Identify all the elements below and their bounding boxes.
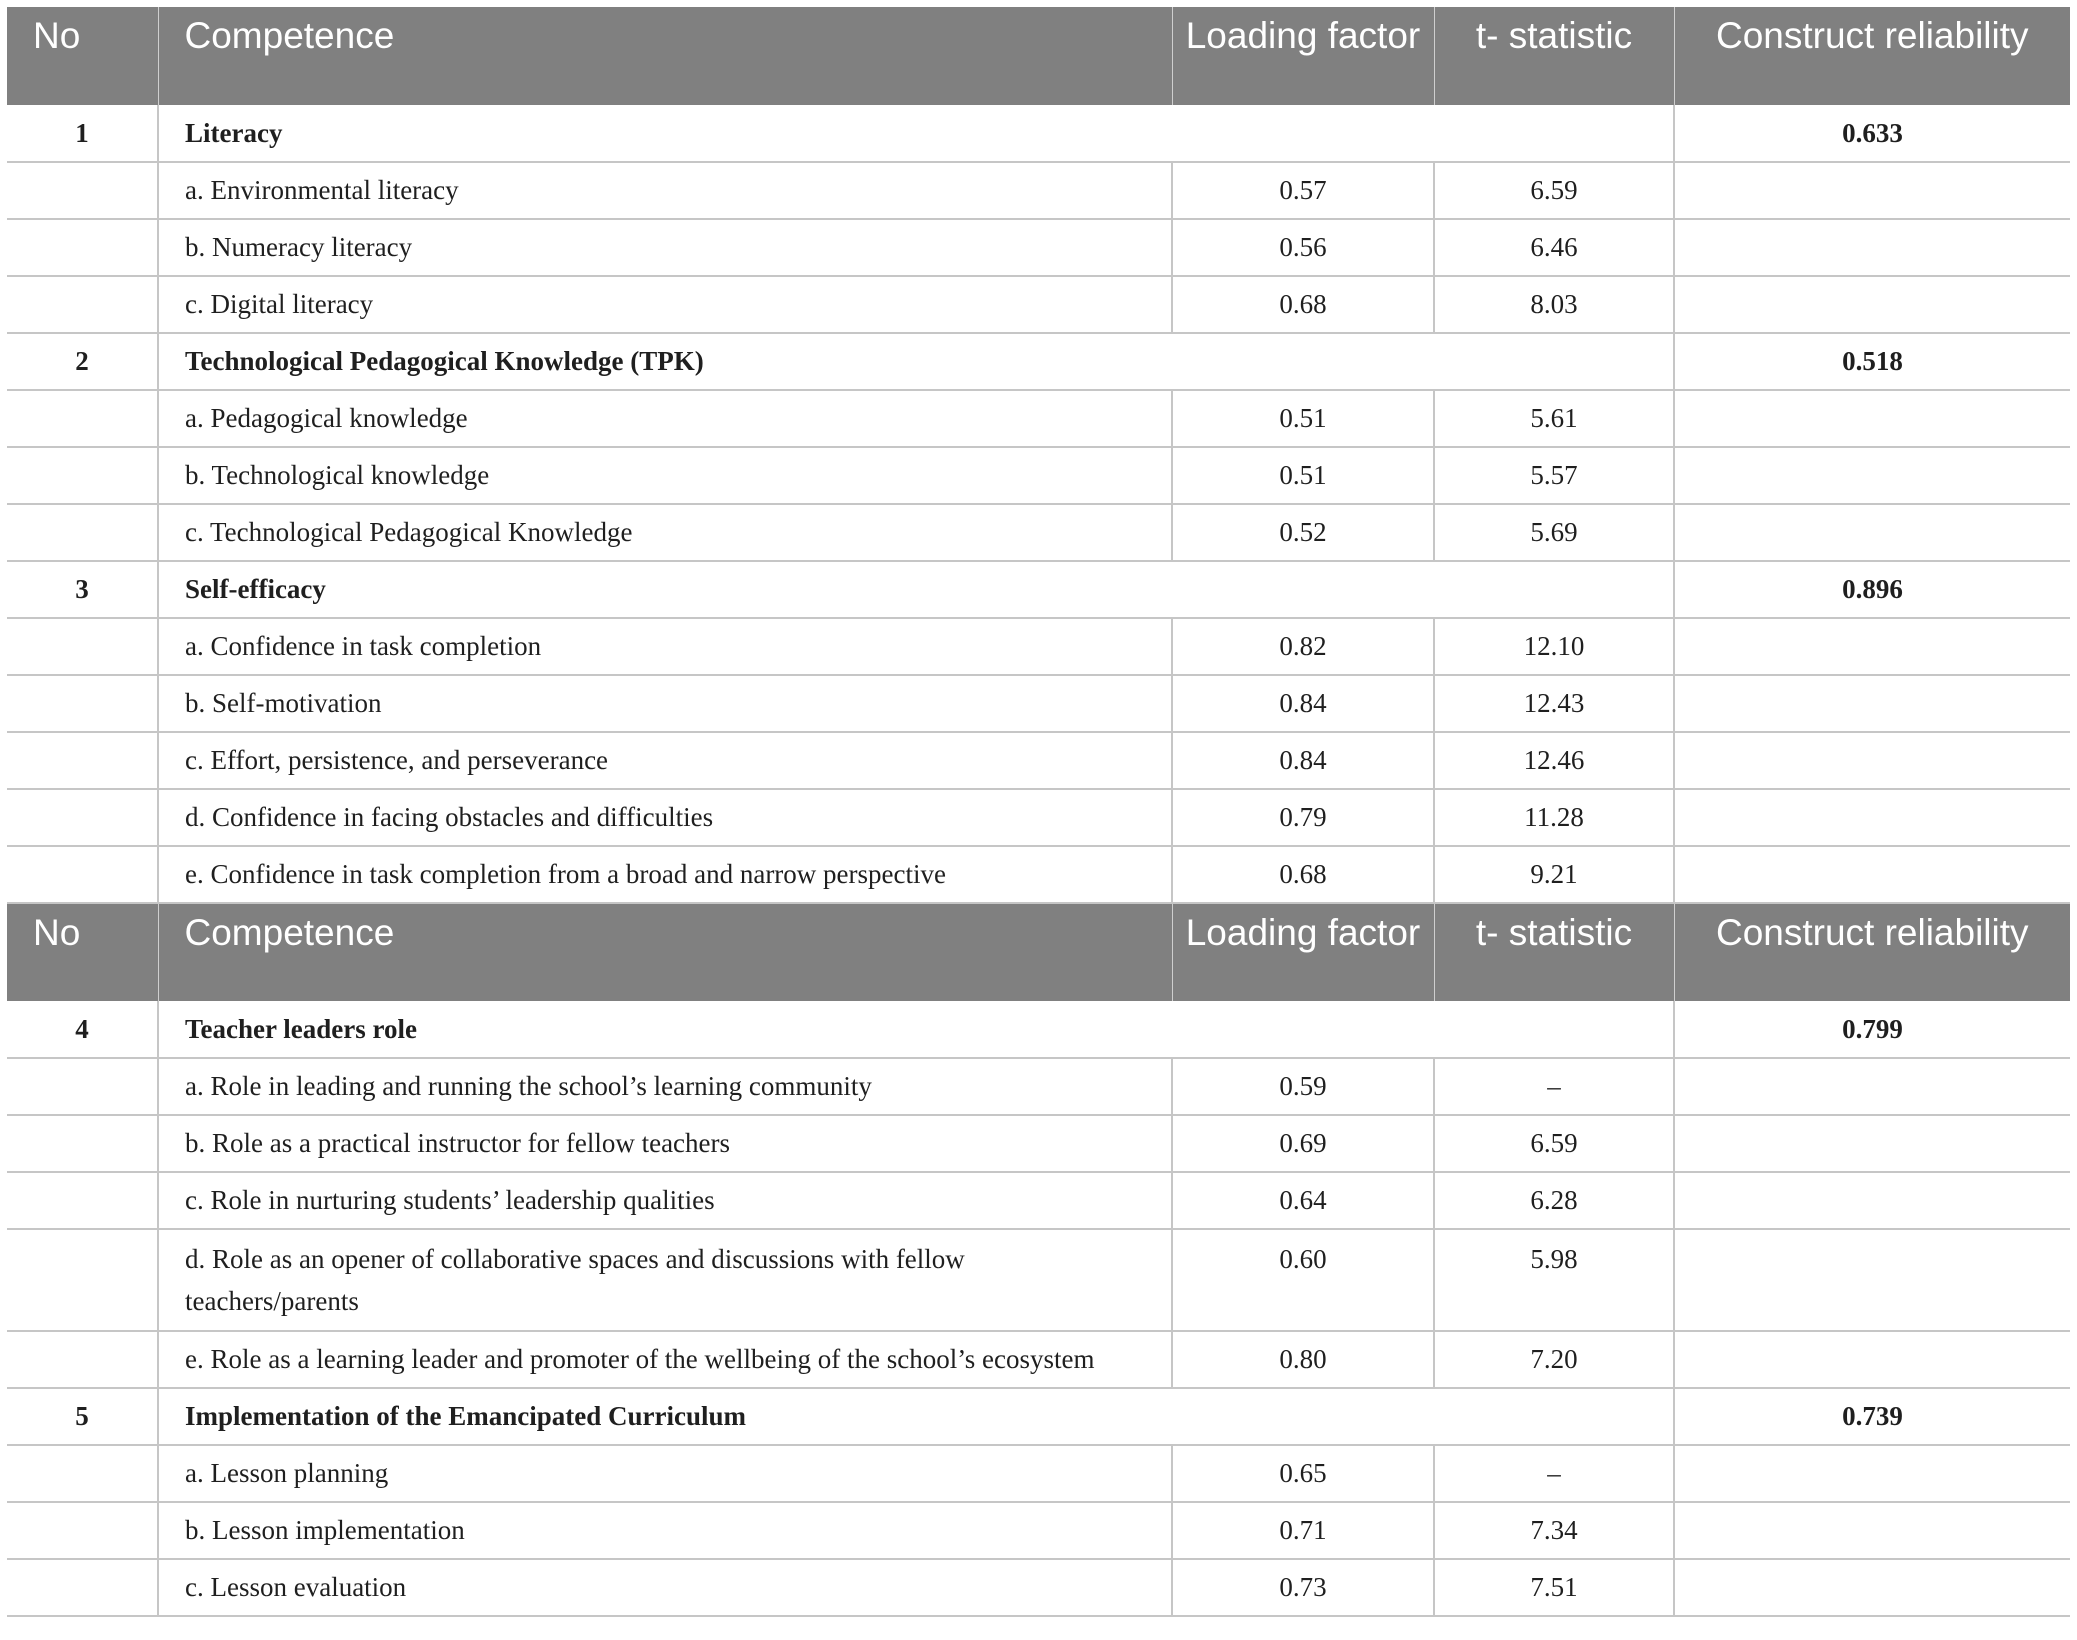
group-number: 5 [7,1388,158,1445]
item-label: a. Role in leading and running the school’s learning community [158,1058,1172,1115]
header-no: No [7,7,158,105]
group-row [7,561,2070,618]
item-t: 12.10 [1434,618,1674,675]
item-loading: 0.65 [1172,1445,1434,1502]
empty-cell [1674,1559,2070,1616]
item-loading: 0.71 [1172,1502,1434,1559]
empty-cell [7,447,158,504]
empty-cell [7,276,158,333]
table-row [7,504,2070,561]
empty-cell [7,846,158,903]
item-label: c. Digital literacy [158,276,1172,333]
table-row [7,1559,2070,1616]
item-label: a. Confidence in task completion [158,618,1172,675]
header-competence: Competence [158,7,1172,105]
empty-cell [1674,789,2070,846]
table-row [7,1172,2070,1229]
item-loading: 0.84 [1172,675,1434,732]
item-label: c. Technological Pedagogical Knowledge [158,504,1172,561]
item-t: 11.28 [1434,789,1674,846]
item-loading: 0.51 [1172,390,1434,447]
table-row [7,1502,2070,1559]
table-row [7,1229,2070,1331]
table-row [7,447,2070,504]
empty-cell [1674,732,2070,789]
empty-cell [7,1058,158,1115]
item-t: 9.21 [1434,846,1674,903]
item-t: 5.57 [1434,447,1674,504]
empty-cell [1674,162,2070,219]
empty-cell [7,504,158,561]
item-loading: 0.52 [1172,504,1434,561]
empty-cell [7,1502,158,1559]
item-t: 6.46 [1434,219,1674,276]
group-row [7,105,2070,162]
empty-cell [1674,1502,2070,1559]
table-row [7,1115,2070,1172]
header-construct-reliability: Construct reliability [1674,903,2070,1001]
item-label: c. Lesson evaluation [158,1559,1172,1616]
item-t: 6.28 [1434,1172,1674,1229]
item-loading: 0.60 [1172,1229,1434,1331]
table-row [7,276,2070,333]
empty-cell [1674,1115,2070,1172]
item-t: 12.43 [1434,675,1674,732]
header-t-statistic: t- statistic [1434,903,1674,1001]
item-loading: 0.68 [1172,846,1434,903]
table-row [7,789,2070,846]
item-loading: 0.80 [1172,1331,1434,1388]
empty-cell [1674,504,2070,561]
empty-cell [7,789,158,846]
table-row [7,1445,2070,1502]
item-loading: 0.73 [1172,1559,1434,1616]
item-t: 6.59 [1434,1115,1674,1172]
table-row [7,162,2070,219]
empty-cell [7,162,158,219]
item-t: 12.46 [1434,732,1674,789]
item-label: c. Effort, persistence, and perseverance [158,732,1172,789]
item-label: a. Lesson planning [158,1445,1172,1502]
item-loading: 0.68 [1172,276,1434,333]
group-row [7,1001,2070,1058]
item-t: 7.51 [1434,1559,1674,1616]
item-label: b. Technological knowledge [158,447,1172,504]
table-row [7,1331,2070,1388]
competence-table [7,7,2070,1617]
item-loading: 0.84 [1172,732,1434,789]
item-t: 5.69 [1434,504,1674,561]
group-construct-reliability: 0.739 [1674,1388,2070,1445]
group-name: Technological Pedagogical Knowledge (TPK) [158,333,1674,390]
empty-cell [7,618,158,675]
table-header-row-repeat [7,903,2070,1001]
item-label: b. Numeracy literacy [158,219,1172,276]
item-label: b. Self-motivation [158,675,1172,732]
group-number: 1 [7,105,158,162]
table-row [7,732,2070,789]
group-construct-reliability: 0.633 [1674,105,2070,162]
item-loading: 0.64 [1172,1172,1434,1229]
header-competence: Competence [158,903,1172,1001]
table-row [7,1058,2070,1115]
item-loading: 0.69 [1172,1115,1434,1172]
group-name: Self-efficacy [158,561,1674,618]
group-number: 3 [7,561,158,618]
item-t: 5.61 [1434,390,1674,447]
empty-cell [7,1229,158,1331]
empty-cell [7,675,158,732]
header-no: No [7,903,158,1001]
group-row [7,1388,2070,1445]
table-header-row [7,7,2070,105]
empty-cell [7,1445,158,1502]
empty-cell [1674,276,2070,333]
group-name: Teacher leaders role [158,1001,1674,1058]
item-t: 7.34 [1434,1502,1674,1559]
empty-cell [1674,846,2070,903]
item-label: a. Environmental literacy [158,162,1172,219]
empty-cell [7,1172,158,1229]
empty-cell [1674,1172,2070,1229]
empty-cell [1674,675,2070,732]
empty-cell [1674,1058,2070,1115]
item-label: d. Role as an opener of collaborative spaces and discussions with fellow teachers/parents [158,1229,1172,1331]
table-row [7,846,2070,903]
item-t: 5.98 [1434,1229,1674,1331]
group-number: 2 [7,333,158,390]
item-label: d. Confidence in facing obstacles and difficulties [158,789,1172,846]
table-row [7,618,2070,675]
empty-cell [7,390,158,447]
table-row [7,390,2070,447]
empty-cell [1674,618,2070,675]
item-loading: 0.82 [1172,618,1434,675]
empty-cell [7,1559,158,1616]
empty-cell [7,1115,158,1172]
item-loading: 0.56 [1172,219,1434,276]
group-name: Literacy [158,105,1674,162]
table-row [7,675,2070,732]
empty-cell [7,1331,158,1388]
header-loading-factor: Loading factor [1172,903,1434,1001]
table-row [7,219,2070,276]
item-label: e. Role as a learning leader and promoter of the wellbeing of the school’s ecosystem [158,1331,1172,1388]
header-t-statistic: t- statistic [1434,7,1674,105]
item-t: 7.20 [1434,1331,1674,1388]
item-loading: 0.51 [1172,447,1434,504]
empty-cell [1674,390,2070,447]
item-label: e. Confidence in task completion from a broad and narrow perspective [158,846,1172,903]
group-row [7,333,2070,390]
item-loading: 0.59 [1172,1058,1434,1115]
group-construct-reliability: 0.896 [1674,561,2070,618]
empty-cell [7,219,158,276]
group-name: Implementation of the Emancipated Curriculum [158,1388,1674,1445]
item-t: 8.03 [1434,276,1674,333]
item-t: 6.59 [1434,162,1674,219]
item-loading: 0.79 [1172,789,1434,846]
empty-cell [1674,1229,2070,1331]
group-construct-reliability: 0.518 [1674,333,2070,390]
item-loading: 0.57 [1172,162,1434,219]
header-loading-factor: Loading factor [1172,7,1434,105]
item-t: – [1434,1058,1674,1115]
item-label: a. Pedagogical knowledge [158,390,1172,447]
group-number: 4 [7,1001,158,1058]
empty-cell [1674,219,2070,276]
group-construct-reliability: 0.799 [1674,1001,2070,1058]
item-label: c. Role in nurturing students’ leadership qualities [158,1172,1172,1229]
item-label: b. Role as a practical instructor for fellow teachers [158,1115,1172,1172]
header-construct-reliability: Construct reliability [1674,7,2070,105]
empty-cell [1674,447,2070,504]
empty-cell [7,732,158,789]
item-label: b. Lesson implementation [158,1502,1172,1559]
empty-cell [1674,1331,2070,1388]
item-t: – [1434,1445,1674,1502]
empty-cell [1674,1445,2070,1502]
